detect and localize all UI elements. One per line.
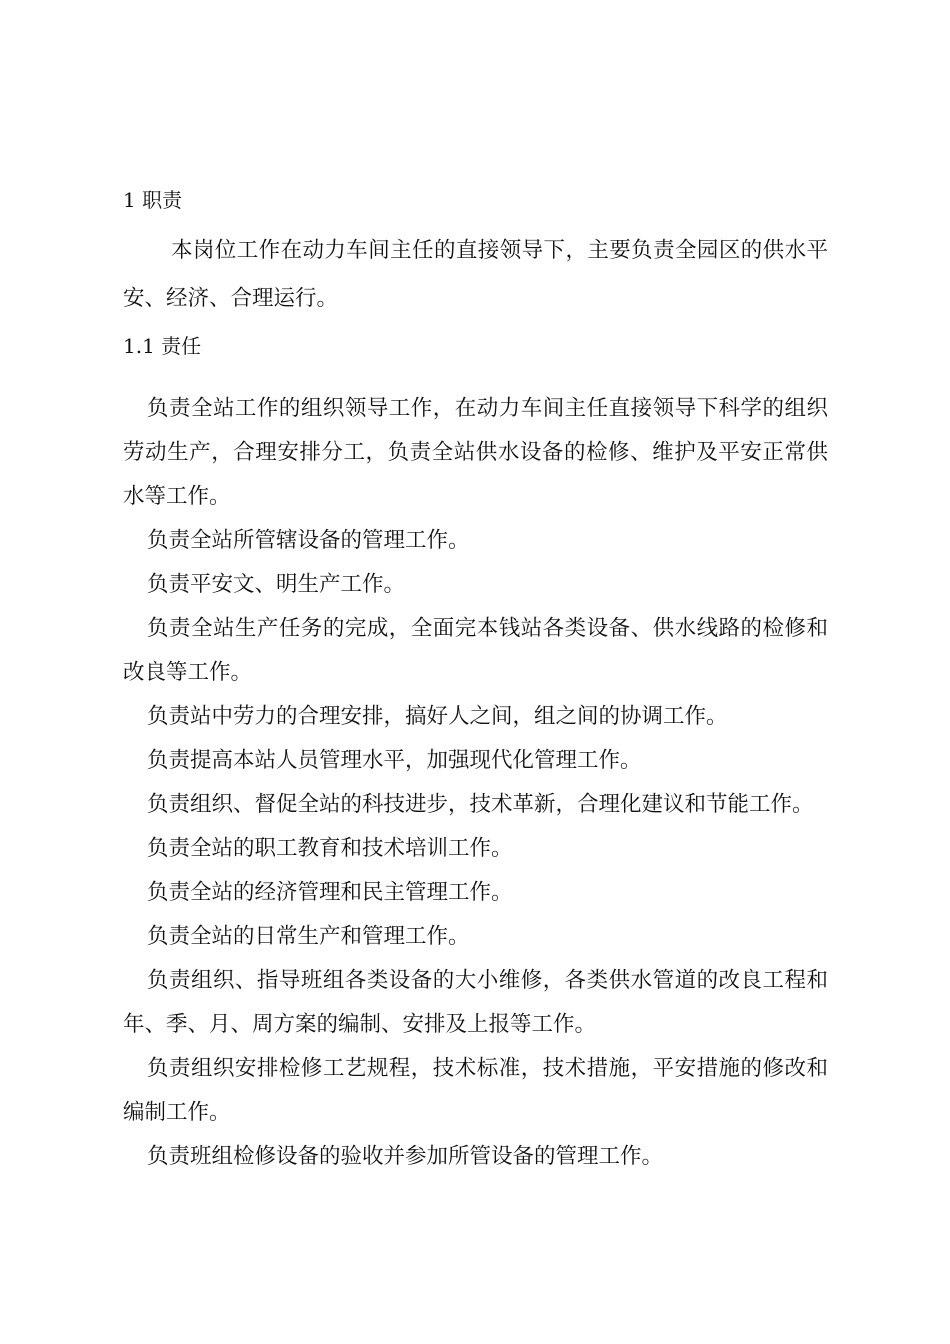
responsibility-item: 负责平安文、明生产工作。 (147, 572, 406, 597)
responsibility-item: 负责全站的日常生产和管理工作。 (147, 924, 470, 949)
document-body (123, 185, 828, 1179)
responsibility-item: 负责全站的经济管理和民主管理工作。 (147, 880, 513, 905)
responsibility-item: 负责全站工作的组织领导工作，在动力车间主任直接领导下科学的组织劳动生产，合理安排分工，负责全站供水设备的检修、维护及平安正常供水等工作。 (123, 396, 828, 509)
responsibility-item: 负责全站的职工教育和技术培训工作。 (147, 836, 513, 861)
responsibility-item: 负责站中劳力的合理安排，搞好人之间，组之间的协调工作。 (147, 704, 728, 729)
responsibility-item: 负责全站生产任务的完成，全面完本钱站各类设备、供水线路的检修和改良等工作。 (123, 616, 828, 685)
responsibility-item: 负责全站所管辖设备的管理工作。 (147, 528, 470, 553)
responsibility-item: 负责提高本站人员管理水平，加强现代化管理工作。 (147, 748, 642, 773)
responsibility-item: 负责组织、督促全站的科技进步，技术革新，合理化建议和节能工作。 (147, 792, 814, 817)
responsibility-item: 负责班组检修设备的验收并参加所管设备的管理工作。 (147, 1144, 664, 1169)
subsection-heading: 1.1 责任 (123, 334, 202, 358)
responsibility-item: 负责组织安排检修工艺规程，技术标准，技术措施，平安措施的修改和编制工作。 (123, 1056, 828, 1125)
responsibility-item: 负责组织、指导班组各类设备的大小维修，各类供水管道的改良工程和年、季、月、周方案的编制、安排及上报等工作。 (123, 968, 828, 1037)
section-heading: 1 职责 (123, 188, 183, 212)
section-intro-paragraph: 本岗位工作在动力车间主任的直接领导下，主要负责全园区的供水平安、经济、合理运行。 (123, 238, 828, 311)
